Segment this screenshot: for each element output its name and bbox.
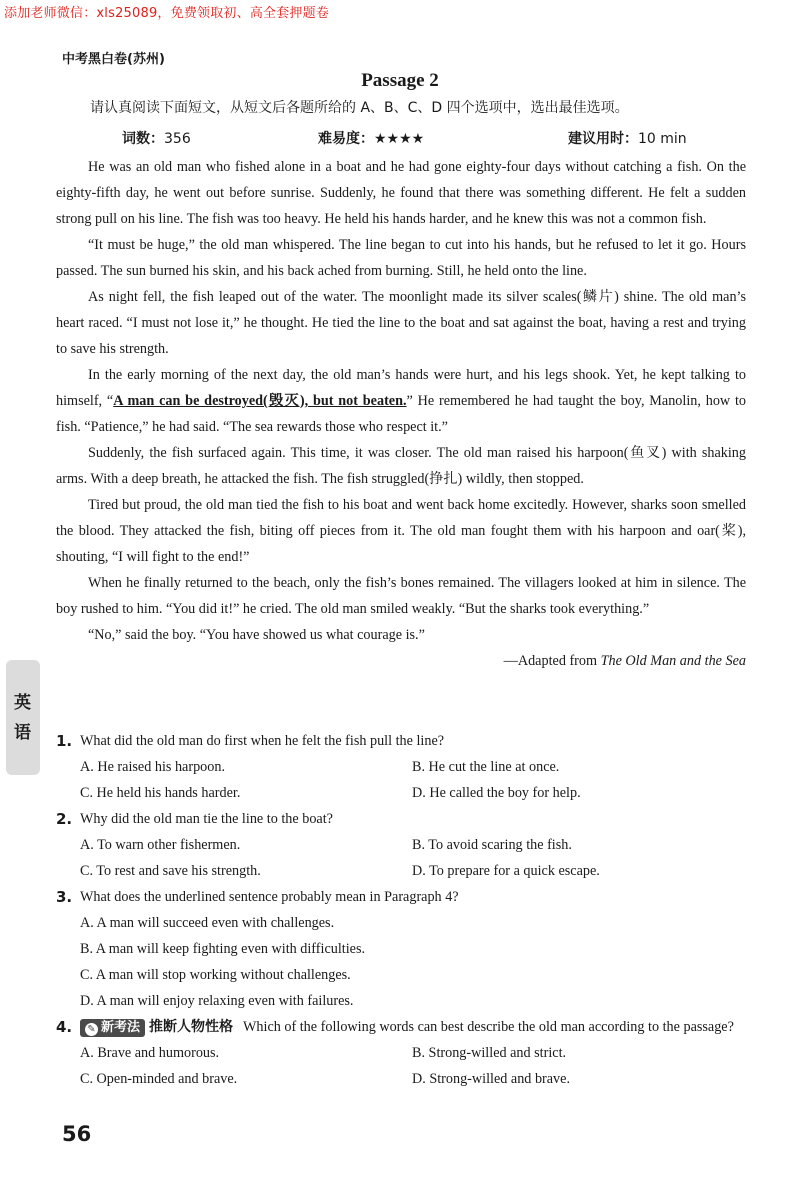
book-title: 中考黑白卷(苏州): [62, 52, 165, 67]
option-a[interactable]: A. A man will succeed even with challenges.: [80, 915, 335, 931]
question-number: 1.: [56, 732, 73, 750]
option-d[interactable]: D. To prepare for a quick escape.: [412, 863, 600, 879]
paragraph-8: “No,” said the boy. “You have showed us what courage is.”: [88, 627, 425, 643]
p4-after: ” He remembered he had taught the boy, Manolin, how to fish. “Patience,” he had said. “The sea rewards those who respect it.”: [56, 393, 747, 435]
paragraph-2: “It must be huge,” the old man whispered. The line began to cut into his hands, but he refused to let it go. Hours passed. The sun burned his skin, and his back ached from burning. Still, he held onto the line.: [56, 237, 746, 279]
paragraph-6: Tired but proud, the old man tied the fish to his boat and went back home excitedly. However, sharks soon smelled the blood. They attacked the fish, biting off pieces from it. The old man fought them with his harpoon and oar(桨), shouting, “I will fight to the end!”: [56, 497, 746, 565]
difficulty-label: 难易度：: [318, 131, 374, 147]
paragraph-4: [56, 362, 746, 440]
option-c[interactable]: C. A man will stop working without challenges.: [80, 967, 351, 983]
suggested-time: [568, 128, 687, 148]
side-tab-char-2: 语: [14, 723, 31, 743]
option-b[interactable]: B. To avoid scaring the fish.: [412, 837, 572, 853]
paragraph-5: Suddenly, the fish surfaced again. This time, it was closer. The old man raised his harpoon(鱼叉) with shaking arms. With a deep breath, he attacked the fish. The fish struggled(挣扎) wildly, then stopped.: [56, 445, 746, 487]
paragraph-3: As night fell, the fish leaped out of the water. The moonlight made its silver scales(鳞片) shine. The old man’s heart raced. “I must not lose it,” he thought. He tied the line to the boat and sat against the boat, having a rest and trying to save his strength.: [56, 289, 746, 357]
source-prefix: —Adapted from: [503, 653, 601, 669]
paragraph-1: He was an old man who fished alone in a boat and he had gone eighty-four days without catching a fish. On the eighty-fifth day, he went out before sunrise. Suddenly, he found that there was something different. He felt a sudden strong pull on his line. The fish was too heavy. He held his hands harder, and he knew this was not a common fish.: [56, 159, 746, 227]
suggested-time-value: 10 min: [638, 131, 687, 147]
option-b[interactable]: B. He cut the line at once.: [412, 759, 560, 775]
question-2: [56, 806, 756, 884]
difficulty: [318, 128, 424, 148]
passage-body: [56, 154, 746, 674]
passage-title: Passage 2: [361, 70, 439, 91]
question-4: [56, 1014, 756, 1092]
side-tab-char-1: 英: [14, 693, 31, 713]
option-a[interactable]: A. He raised his harpoon.: [80, 759, 225, 775]
watermark: 添加老师微信：xls25089，免费领取初、高全套押题卷: [4, 6, 330, 21]
instruction: 请认真阅读下面短文，从短文后各题所给的 A、B、C、D 四个选项中，选出最佳选项。: [90, 100, 629, 116]
badge-icon: ✎: [85, 1023, 98, 1036]
word-count-value: 356: [164, 131, 191, 147]
options: [80, 910, 756, 1014]
option-c[interactable]: C. Open-minded and brave.: [80, 1071, 238, 1087]
option-d[interactable]: D. A man will enjoy relaxing even with failures.: [80, 993, 354, 1009]
word-count-label: 词数：: [122, 131, 164, 147]
option-b[interactable]: B. Strong-willed and strict.: [412, 1045, 567, 1061]
underlined-sentence: A man can be destroyed(毁灭), but not beaten.: [113, 393, 407, 409]
option-a[interactable]: A. Brave and humorous.: [80, 1045, 220, 1061]
option-c[interactable]: C. He held his hands harder.: [80, 785, 241, 801]
question-text: Which of the following words can best describe the old man according to the passage?: [243, 1019, 734, 1035]
question-stem: Why did the old man tie the line to the boat?: [80, 811, 333, 827]
source-citation: [56, 648, 746, 674]
option-c[interactable]: C. To rest and save his strength.: [80, 863, 261, 879]
p4-before: In the early morning of the next day, the old man’s hands were hurt, and his legs shook. Yet, he kept talking to himself, “: [56, 367, 746, 409]
option-b[interactable]: B. A man will keep fighting even with difficulties.: [80, 941, 366, 957]
questions: [56, 728, 756, 1092]
new-format-badge: [80, 1019, 145, 1037]
question-type-tag: 推断人物性格: [149, 1019, 234, 1035]
paragraph-7: When he finally returned to the beach, only the fish’s bones remained. The villagers looked at him in silence. The boy rushed to him. “You did it!” he cried. The old man smiled weakly. “But the sharks took everything.”: [56, 575, 746, 617]
question-stem: What does the underlined sentence probably mean in Paragraph 4?: [80, 889, 459, 905]
question-3: [56, 884, 756, 1014]
options: [80, 1040, 756, 1092]
word-count: [122, 128, 191, 148]
suggested-time-label: 建议用时：: [568, 131, 638, 147]
question-number: 2.: [56, 810, 73, 828]
page-number: 56: [62, 1122, 92, 1146]
question-stem: What did the old man do first when he felt the fish pull the line?: [80, 733, 445, 749]
question-stem: [80, 1014, 756, 1040]
subject-side-tab: [6, 660, 40, 775]
options: [80, 832, 756, 884]
option-d[interactable]: D. He called the boy for help.: [412, 785, 581, 801]
source-work: The Old Man and the Sea: [600, 653, 746, 669]
options: [80, 754, 756, 806]
question-number: 3.: [56, 888, 73, 906]
question-1: [56, 728, 756, 806]
option-d[interactable]: D. Strong-willed and brave.: [412, 1071, 570, 1087]
option-a[interactable]: A. To warn other fishermen.: [80, 837, 241, 853]
difficulty-stars: ★★★★: [374, 131, 425, 147]
question-number: 4.: [56, 1018, 73, 1036]
badge-label: 新考法: [101, 1020, 141, 1035]
